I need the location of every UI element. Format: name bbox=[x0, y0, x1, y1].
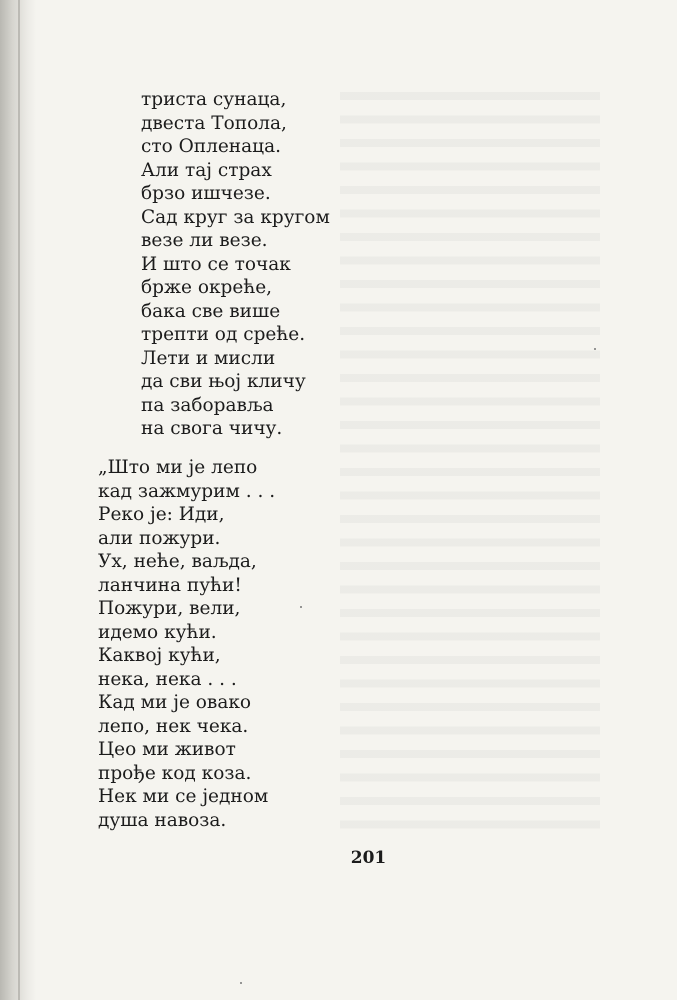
paper-speck bbox=[240, 982, 242, 984]
poem-line: трепти од среће. bbox=[141, 324, 306, 345]
poem-line: Кад ми је овако bbox=[98, 692, 252, 713]
poem-line: ланчина пући! bbox=[98, 574, 242, 596]
poem-stanza-1 bbox=[141, 88, 330, 441]
poem-line: везе ли везе. bbox=[141, 230, 268, 251]
poem-line: на свога чичу. bbox=[141, 418, 283, 439]
poem-line: триста сунаца, bbox=[141, 89, 287, 110]
poem-line: И што се точак bbox=[141, 253, 291, 275]
poem-line: кад зажмурим . . . bbox=[98, 480, 276, 502]
poem-line: Каквој кући, bbox=[98, 645, 221, 666]
poem-line: „Што ми је лепо bbox=[98, 457, 258, 478]
poem-line: Ух, неће, ваљда, bbox=[98, 551, 257, 572]
poem-line: да сви њој кличу bbox=[141, 371, 306, 392]
poem-line: па заборавља bbox=[141, 394, 274, 416]
poem-line: али пожури. bbox=[98, 527, 221, 549]
binding-crease bbox=[18, 0, 20, 1000]
poem-line: двеста Топола, bbox=[141, 112, 287, 134]
poem-line: нека, нека . . . bbox=[98, 668, 237, 690]
poem-line: брзо ишчезе. bbox=[141, 183, 271, 204]
poem-line: идемо кући. bbox=[98, 621, 217, 643]
poem-line: лепо, нек чека. bbox=[98, 715, 249, 737]
poem-stanza-2 bbox=[98, 456, 275, 832]
bleed-through-text bbox=[340, 82, 600, 832]
poem-line: Пожури, вели, bbox=[98, 598, 241, 619]
poem-line: сто Опленаца. bbox=[141, 136, 281, 157]
poem-line: Нек ми се једном bbox=[98, 786, 269, 807]
page-number: 201 bbox=[350, 848, 387, 868]
paper-speck bbox=[594, 348, 596, 350]
poem-line: бака све више bbox=[141, 300, 281, 322]
poem-line: Али тај страх bbox=[141, 159, 272, 181]
paper-speck bbox=[300, 606, 302, 608]
poem-line: Цео ми живот bbox=[98, 739, 236, 760]
poem-line: Лети и мисли bbox=[141, 347, 276, 369]
poem-line: брже окреће, bbox=[141, 277, 273, 298]
poem-line: Сад круг за кругом bbox=[141, 206, 330, 228]
poem-line: душа навоза. bbox=[98, 809, 227, 831]
poem-line: прође код коза. bbox=[98, 762, 252, 784]
poem-line: Реко је: Иди, bbox=[98, 504, 225, 525]
